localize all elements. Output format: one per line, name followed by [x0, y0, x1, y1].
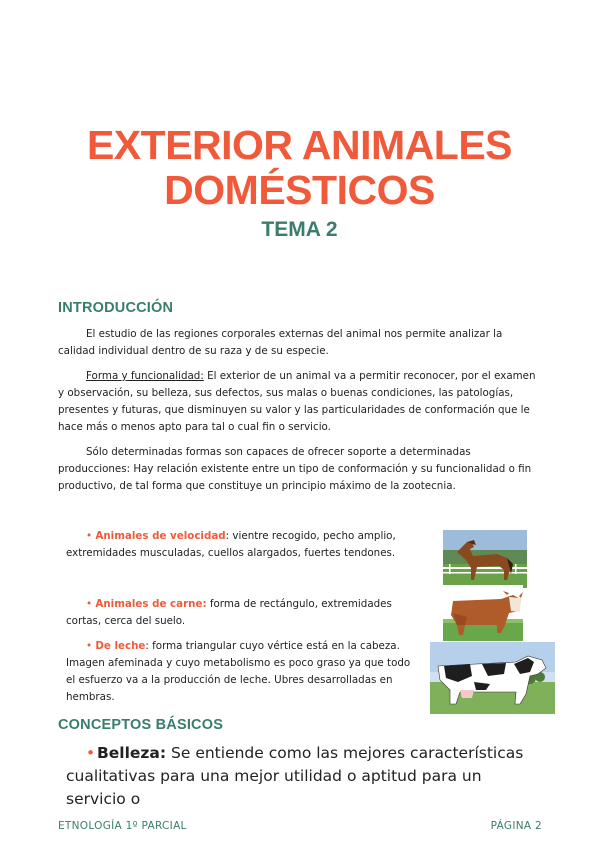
paragraph-term: Forma y funcionalidad:: [86, 370, 204, 382]
list-item-term: De leche: [95, 640, 146, 652]
definition-belleza: [66, 742, 546, 811]
list-item-velocidad: [66, 528, 426, 562]
paragraph-intro-3: [58, 444, 542, 495]
list-item-term: Animales de carne:: [95, 598, 207, 610]
document-title-line1: EXTERIOR ANIMALES: [86, 122, 513, 168]
horse-image: [443, 530, 527, 588]
list-item-text: : forma triangular cuyo vértice está en la cabeza. Imagen afeminada y cuyo metabolismo es poco graso ya que todo el esfuerzo va a la producción de leche. Ubres desarrolladas en hembras.: [66, 640, 411, 703]
section-heading-conceptos: CONCEPTOS BÁSICOS: [58, 717, 224, 733]
paragraph-intro-2: [58, 368, 542, 436]
definition-text: Se entiende como las mejores características cualitativas para una mejor utilidad o aptitud para un servicio o: [66, 744, 524, 808]
section-heading-introduccion: INTRODUCCIÓN: [58, 300, 174, 316]
footer-page-number: PÁGINA 2: [490, 820, 542, 832]
dairy-cow-photo: [430, 642, 555, 714]
document-title-line2: DOMÉSTICOS: [164, 167, 435, 213]
paragraph-text: Sólo determinadas formas son capaces de ofrecer soporte a determinadas producciones: Hay relación existente entre un tipo de conformación y su funcionalidad o fin productivo, de tal forma que constituye un principio máximo de la zootecnia.: [58, 446, 532, 492]
bullet-icon: •: [86, 640, 93, 652]
footer-course-label: ETNOLOGÍA 1º PARCIAL: [58, 820, 187, 832]
list-item-leche: [66, 638, 422, 706]
dairy-cow-image: [430, 642, 555, 714]
definition-term: Belleza:: [96, 744, 167, 762]
list-item-text: forma de rectángulo, extremidades cortas, cerca del suelo.: [66, 598, 392, 627]
list-item-text: : vientre recogido, pecho amplio, extremidades musculadas, cuellos alargados, fuertes tendones.: [66, 530, 396, 559]
beef-cow-image: [443, 585, 523, 641]
document-subtitle: TEMA 2: [261, 218, 338, 241]
bullet-icon: •: [86, 530, 93, 542]
paragraph-text: El estudio de las regiones corporales externas del animal nos permite analizar la calidad individual dentro de su raza y de su especie.: [58, 328, 503, 357]
list-item-carne: [66, 596, 416, 630]
horse-photo: [443, 530, 527, 588]
beef-cow-photo: [443, 585, 523, 641]
paragraph-intro-1: [58, 326, 542, 360]
list-item-term: Animales de velocidad: [95, 530, 226, 542]
bullet-icon: •: [86, 598, 93, 610]
paragraph-text: El exterior de un animal va a permitir reconocer, por el examen y observación, su belleza, sus defectos, sus malas o buenas condiciones, las patologías, presentes y futuras, que disminuyen su valor y las particularidades de conformación que le hace más o menos apto para tal o cual fin o servicio.: [58, 370, 536, 433]
bullet-icon: •: [86, 744, 96, 762]
